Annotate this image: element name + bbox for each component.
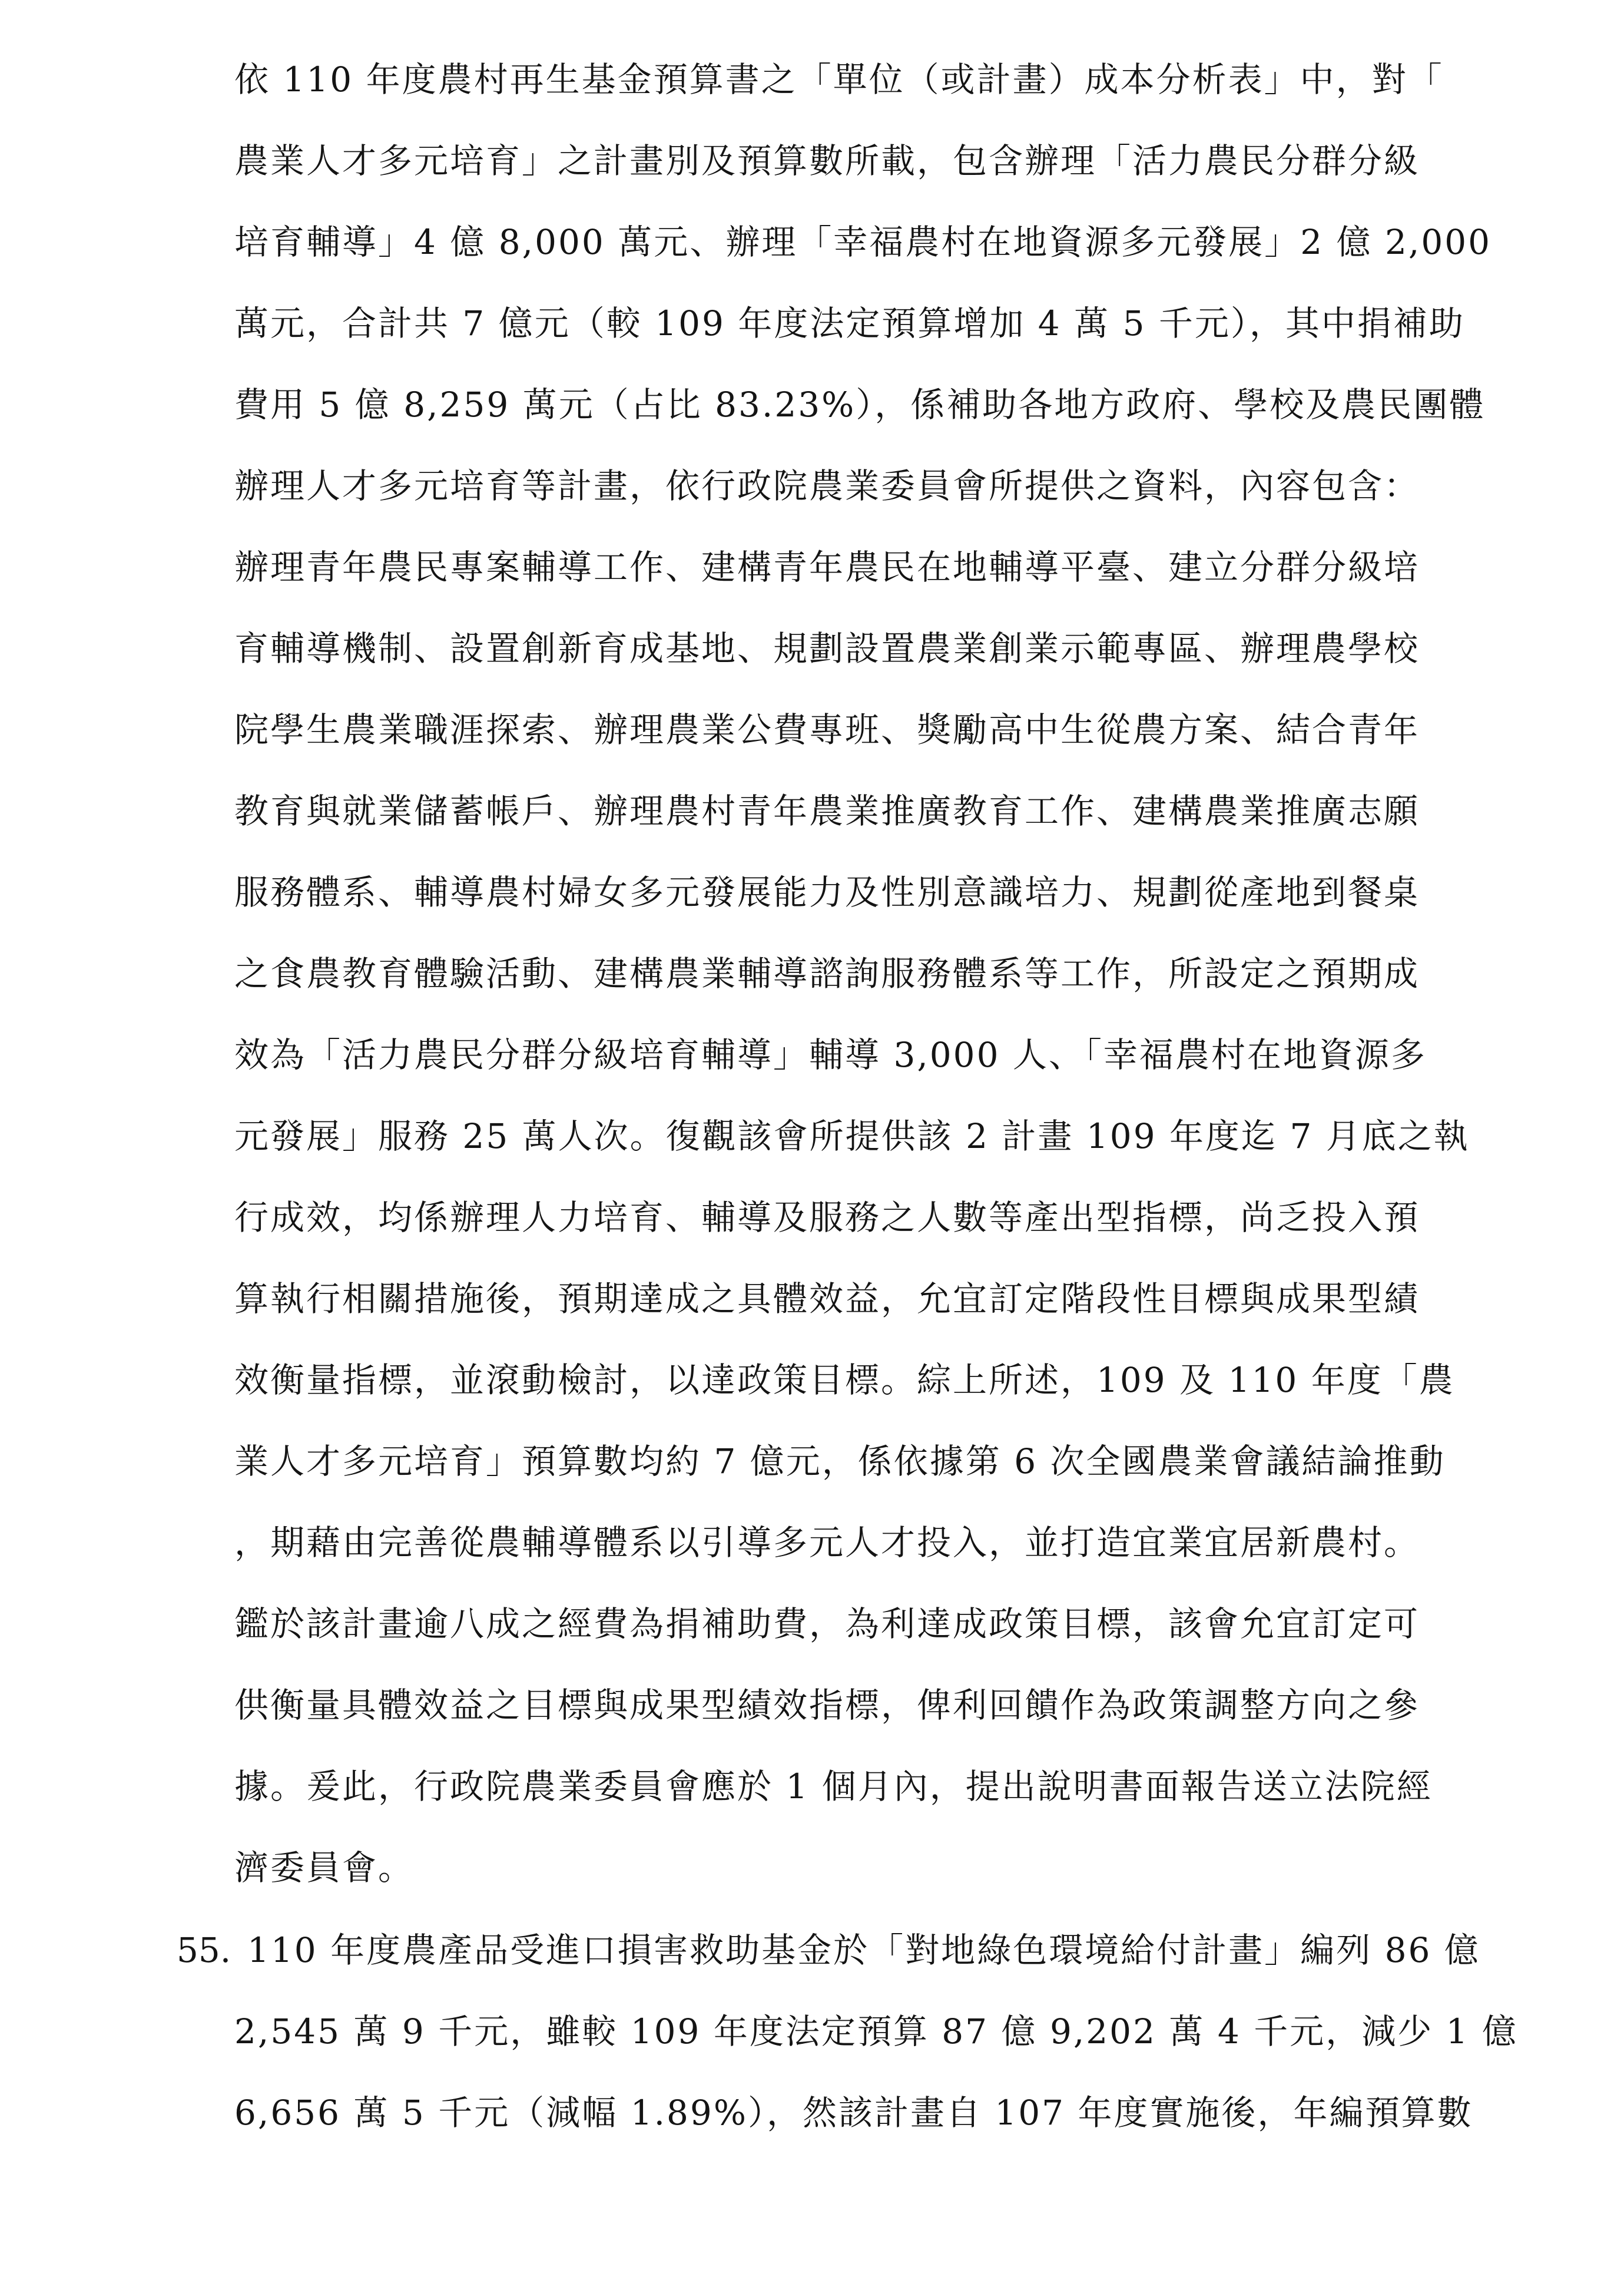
- text-line: 農業人才多元培育」之計畫別及預算數所載，包含辦理「活力農民分群分級: [234, 141, 1420, 181]
- text-line: 行成效，均係辦理人力培育、輔導及服務之人數等產出型指標，尚乏投入預: [234, 1197, 1420, 1237]
- text-line: 費用 5 億 8,259 萬元（占比 83.23%），係補助各地方政府、學校及農民團體: [234, 385, 1486, 425]
- text-line: 教育與就業儲蓄帳戶、辦理農村青年農業推廣教育工作、建構農業推廣志願: [234, 791, 1420, 831]
- text-line: 供衡量具體效益之目標與成果型績效指標，俾利回饋作為政策調整方向之參: [234, 1685, 1420, 1725]
- item-number: 55.: [177, 1930, 231, 1970]
- text-line: 濟委員會。: [234, 1848, 415, 1888]
- text-line: 110 年度農產品受進口損害救助基金於「對地綠色環境給付計畫」編列 86 億: [247, 1930, 1480, 1970]
- text-line: 元發展」服務 25 萬人次。復觀該會所提供該 2 計畫 109 年度迄 7 月底之執: [234, 1116, 1470, 1156]
- text-line: 效為「活力農民分群分級培育輔導」輔導 3,000 人、「幸福農村在地資源多: [234, 1035, 1427, 1075]
- text-line: 鑑於該計畫逾八成之經費為捐補助費，為利達成政策目標，該會允宜訂定可: [234, 1604, 1420, 1644]
- text-line: 業人才多元培育」預算數均約 7 億元，係依據第 6 次全國農業會議結論推動: [234, 1441, 1446, 1481]
- text-line: 辦理青年農民專案輔導工作、建構青年農民在地輔導平臺、建立分群分級培: [234, 547, 1420, 587]
- text-line: 據。爰此，行政院農業委員會應於 1 個月內，提出說明書面報告送立法院經: [234, 1766, 1433, 1806]
- text-line: 依 110 年度農村再生基金預算書之「單位（或計畫）成本分析表」中，對「: [234, 59, 1444, 100]
- text-line: 算執行相關措施後，預期達成之具體效益，允宜訂定階段性目標與成果型績: [234, 1279, 1420, 1319]
- text-line: 萬元，合計共 7 億元（較 109 年度法定預算增加 4 萬 5 千元），其中捐補助: [234, 303, 1465, 343]
- text-line: ，期藉由完善從農輔導體系以引導多元人才投入，並打造宜業宜居新農村。: [234, 1523, 1420, 1563]
- text-line: 之食農教育體驗活動、建構農業輔導諮詢服務體系等工作，所設定之預期成: [234, 954, 1420, 994]
- text-line: 培育輔導」4 億 8,000 萬元、辦理「幸福農村在地資源多元發展」2 億 2,000: [234, 222, 1492, 262]
- text-line: 服務體系、輔導農村婦女多元發展能力及性別意識培力、規劃從產地到餐桌: [234, 872, 1420, 912]
- text-line: 2,545 萬 9 千元，雖較 109 年度法定預算 87 億 9,202 萬 4 千元，減少 1 億: [234, 2011, 1518, 2051]
- text-line: 院學生農業職涯探索、辦理農業公費專班、獎勵高中生從農方案、結合青年: [234, 710, 1420, 750]
- text-line: 辦理人才多元培育等計畫，依行政院農業委員會所提供之資料，內容包含：: [234, 466, 1420, 506]
- text-line: 6,656 萬 5 千元（減幅 1.89%），然該計畫自 107 年度實施後，年編預算數: [234, 2093, 1473, 2133]
- text-line: 效衡量指標，並滾動檢討，以達政策目標。綜上所述，109 及 110 年度「農: [234, 1360, 1455, 1400]
- text-line: 育輔導機制、設置創新育成基地、規劃設置農業創業示範專區、辦理農學校: [234, 628, 1420, 669]
